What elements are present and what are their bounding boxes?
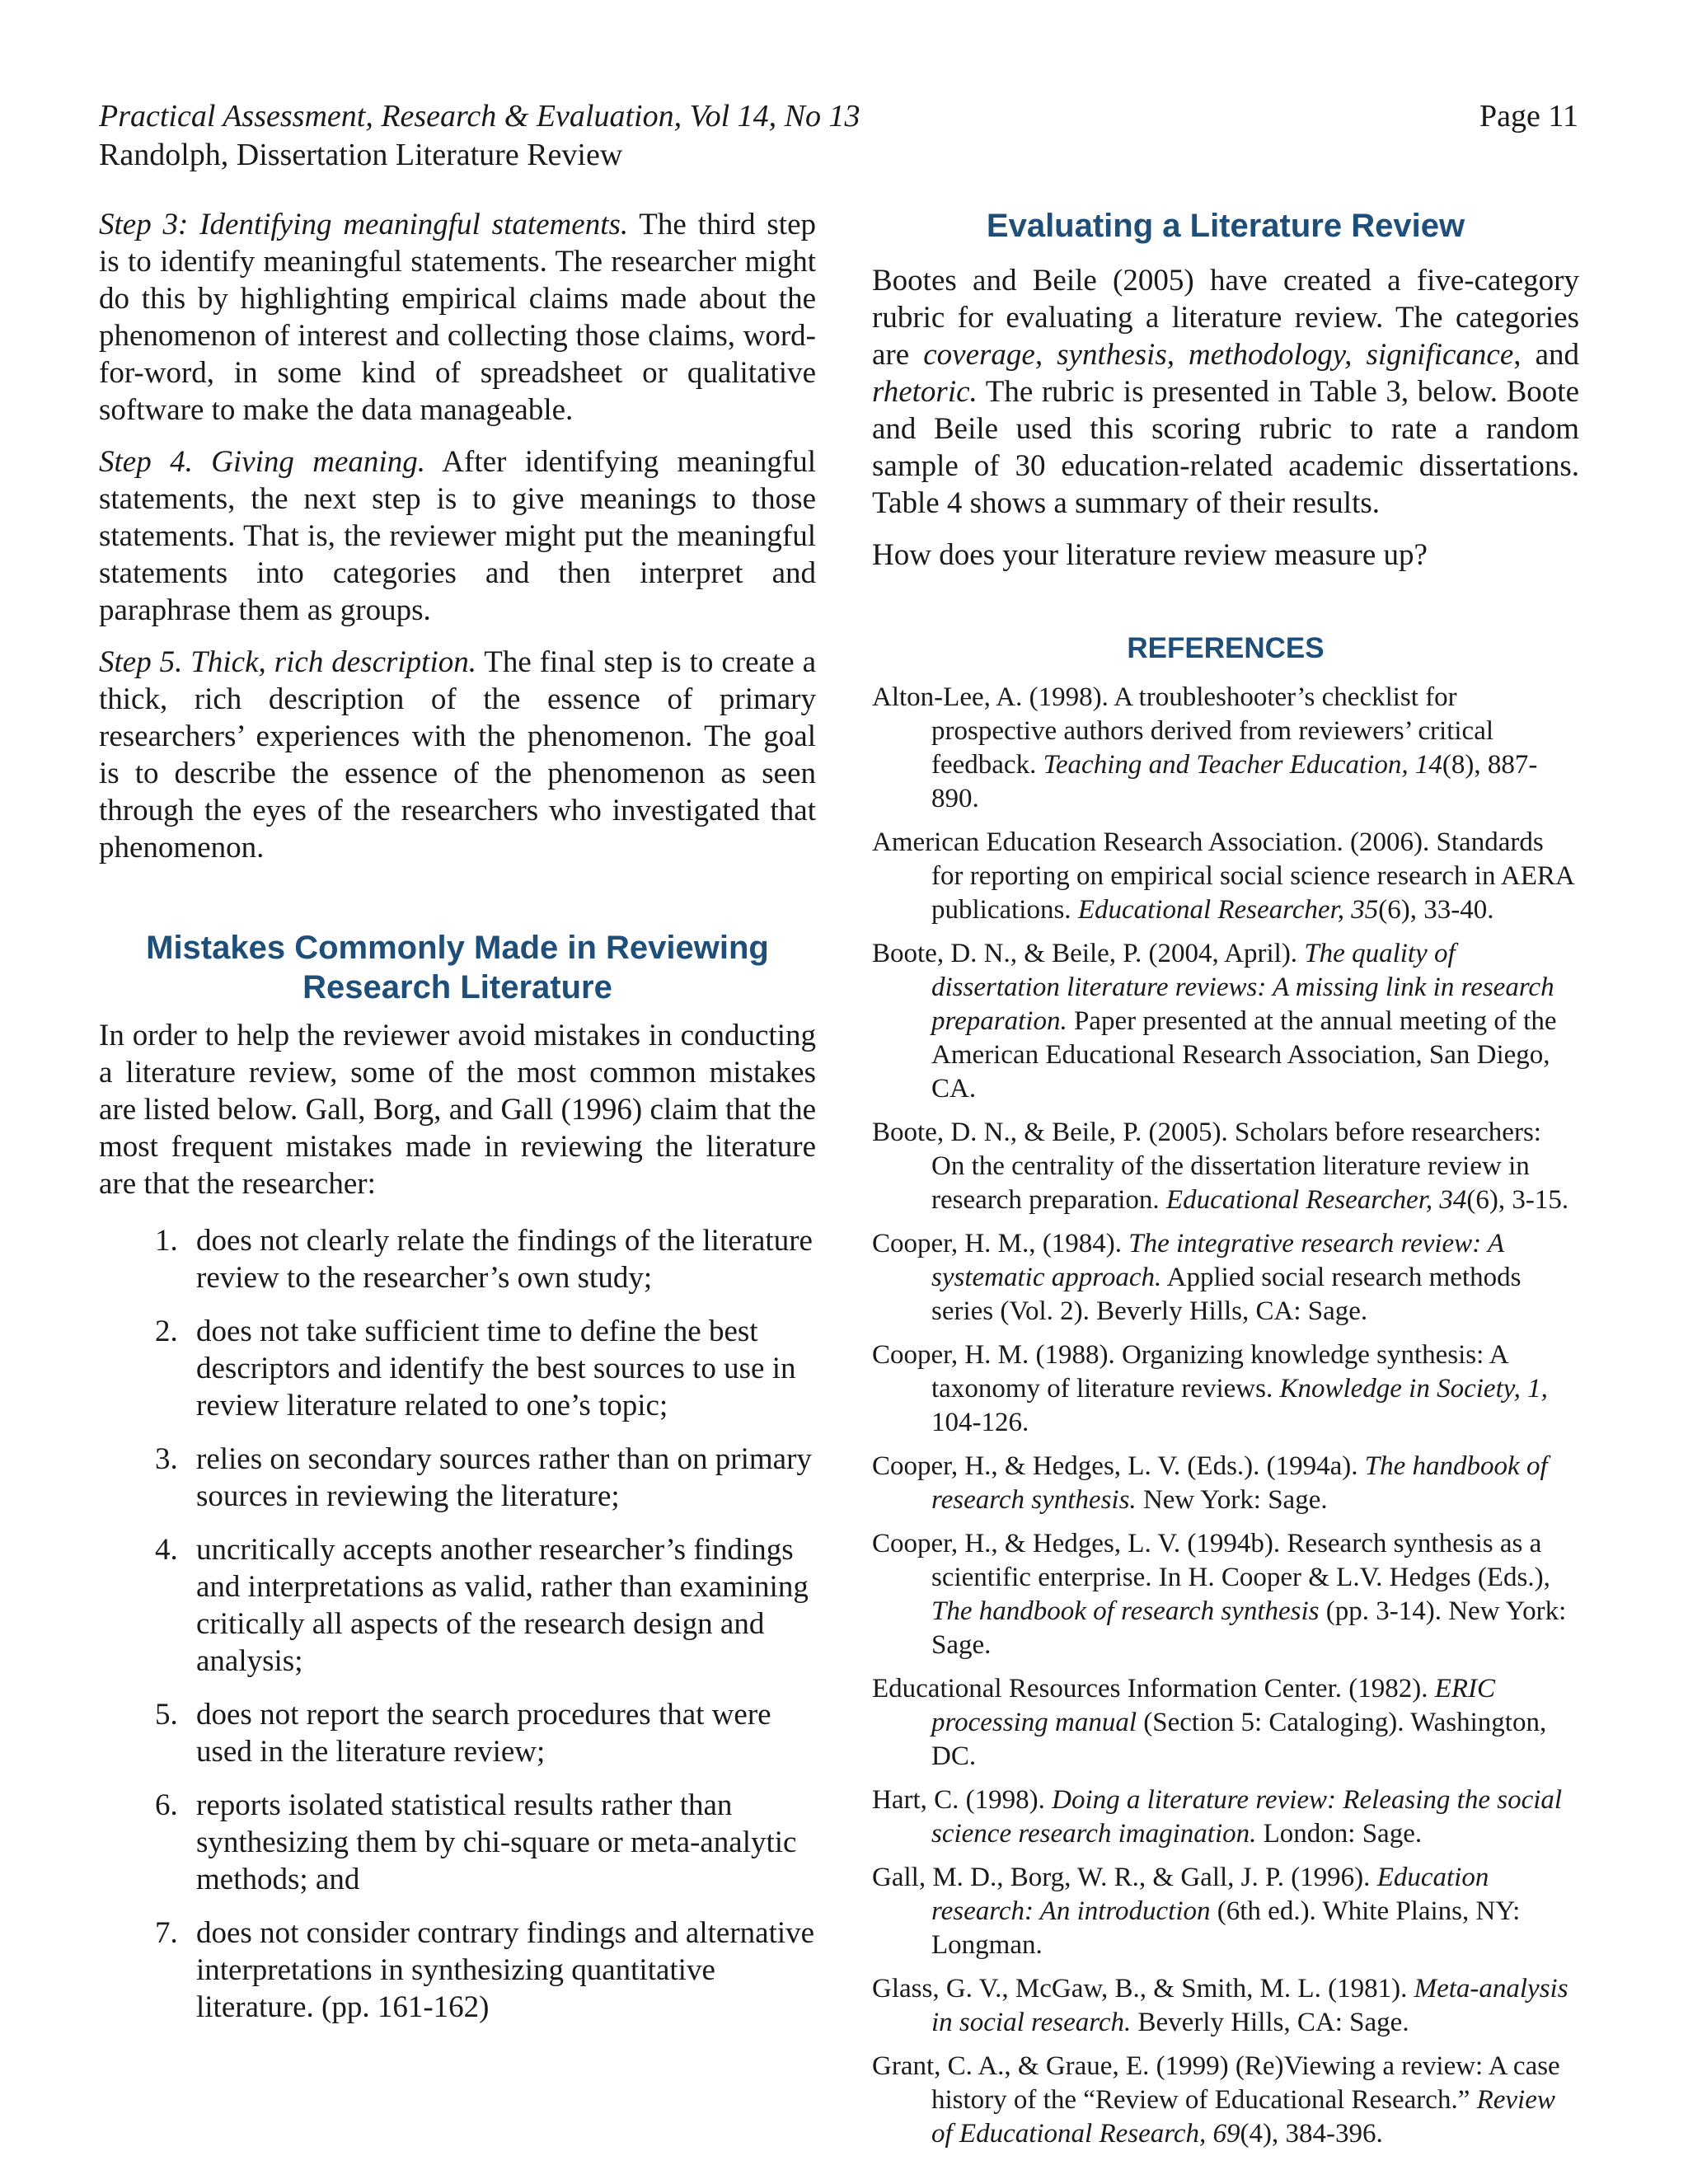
reference-text: (6th ed.). White Plains, NY: Longman.	[931, 1896, 1521, 1960]
reference-text: Cooper, H. M. (1988). Organizing knowledge synthesis: A taxonomy of literature reviews.	[872, 1340, 1507, 1404]
list-number: 1.	[155, 1224, 178, 1258]
evaluating-paragraph	[872, 262, 1579, 522]
reference-source: Knowledge in Society, 1,	[1279, 1374, 1548, 1404]
reference-text: (8), 887-890.	[931, 750, 1538, 813]
left-column	[99, 206, 816, 2042]
right-column	[872, 206, 1579, 2161]
reference-source: ERIC processing manual	[931, 1674, 1496, 1737]
reference-text: Hart, C. (1998).	[872, 1785, 1053, 1815]
reference-text: (Section 5: Cataloging). Washington, DC.	[931, 1708, 1547, 1771]
list-number: 2.	[155, 1315, 178, 1348]
reference-source: Doing a literature review: Releasing the social science research imagination.	[931, 1785, 1563, 1849]
mistakes-list	[99, 1222, 816, 2026]
list-number: 7.	[155, 1916, 178, 1950]
reference-text: (pp. 3-14). New York: Sage.	[931, 1596, 1567, 1660]
reference-entry	[872, 826, 1579, 927]
eval-text-2: , and	[1513, 338, 1579, 372]
reference-entry	[872, 1116, 1579, 1217]
evaluating-heading: Evaluating a Literature Review	[986, 208, 1465, 244]
reference-text: American Education Research Association. (2006). Standards for reporting on empirical social science research in AERA publications.	[872, 827, 1573, 925]
list-item	[99, 1915, 816, 2026]
reference-text: Cooper, H., & Hedges, L. V. (Eds.). (1994a).	[872, 1451, 1365, 1481]
list-number: 5.	[155, 1698, 178, 1732]
list-text: does not consider contrary findings and alternative interpretations in synthesizing quantitative literature. (pp. 161-162)	[196, 1916, 815, 2024]
step-5-text: The final step is to create a thick, rich description of the essence of primary researchers’ experiences with the phenomenon. The goal is to describe the essence of the phenomenon as seen through the eyes of the researchers who investigated that phenomenon.	[99, 645, 816, 865]
reference-source: Meta-analysis in social research.	[931, 1974, 1568, 2037]
reference-text: Grant, C. A., & Graue, E. (1999) (Re)Viewing a review: A case history of the “Review of Educational Research.”	[872, 2051, 1560, 2115]
step-4-text: After identifying meaningful statements, the next step is to give meanings to those statements. That is, the reviewer might put the meaningful statements into categories and then interpret and paraphrase them as groups.	[99, 445, 816, 627]
reference-source: The handbook of research synthesis	[931, 1596, 1320, 1626]
running-title: Randolph, Dissertation Literature Review	[99, 138, 623, 172]
reference-text: Boote, D. N., & Beile, P. (2004, April).	[872, 939, 1305, 968]
step-4-paragraph	[99, 443, 816, 629]
list-number: 4.	[155, 1533, 178, 1567]
list-text: reports isolated statistical results rather than synthesizing them by chi-square or meta-analytic methods; and	[196, 1788, 797, 1896]
list-item	[99, 1696, 816, 1770]
reference-entry	[872, 1338, 1579, 1440]
list-item	[99, 1222, 816, 1296]
reference-source: The integrative research review: A systematic approach.	[931, 1229, 1504, 1292]
eval-text-1: Bootes and Beile (2005) have created a five-category rubric for evaluating a literature review. The categories are	[872, 264, 1579, 372]
reference-source: Educational Researcher, 35	[1077, 895, 1379, 925]
reference-text: Educational Resources Information Center. (1982).	[872, 1674, 1435, 1704]
list-number: 3.	[155, 1442, 178, 1476]
page-header	[99, 97, 1578, 175]
reference-entry	[872, 1861, 1579, 1962]
mistakes-heading: Mistakes Commonly Made in Reviewing Research Literature	[146, 930, 769, 1005]
list-item	[99, 1313, 816, 1424]
eval-rhetoric: rhetoric.	[872, 375, 978, 409]
reference-entry	[872, 1972, 1579, 2040]
step-4-label: Step 4. Giving meaning.	[99, 445, 425, 479]
reference-entry	[872, 1527, 1579, 1662]
reference-entry	[872, 1783, 1579, 1851]
reference-text: London: Sage.	[1256, 1819, 1423, 1849]
list-text: does not report the search procedures that were used in the literature review;	[196, 1698, 771, 1769]
list-text: relies on secondary sources rather than on primary sources in reviewing the literature;	[196, 1442, 812, 1513]
reference-text: (4), 384-396.	[1240, 2119, 1383, 2149]
reference-text: Glass, G. V., McGaw, B., & Smith, M. L. (1981).	[872, 1974, 1414, 2004]
page-number: Page 11	[1479, 99, 1578, 134]
step-5-label: Step 5. Thick, rich description.	[99, 645, 476, 679]
reference-text: Alton-Lee, A. (1998). A troubleshooter’s checklist for prospective authors derived from reviewers’ critical feedback.	[872, 682, 1494, 780]
step-5-paragraph	[99, 644, 816, 866]
journal-title: Practical Assessment, Research & Evaluation, Vol 14, No 13	[99, 99, 860, 134]
reference-entry	[872, 1450, 1579, 1517]
list-item	[99, 1531, 816, 1680]
reference-text: Applied social research methods series (Vol. 2). Beverly Hills, CA: Sage.	[931, 1263, 1522, 1326]
references-list	[872, 681, 1579, 2151]
reference-entry	[872, 1672, 1579, 1774]
list-item	[99, 1787, 816, 1898]
reference-text: Boote, D. N., & Beile, P. (2005). Scholars before researchers: On the centrality of the dissertation literature review in research preparation.	[872, 1118, 1541, 1215]
list-text: uncritically accepts another researcher’s findings and interpretations as valid, rather than examining critically all aspects of the research design and analysis;	[196, 1533, 809, 1678]
reference-source: Educational Researcher, 34	[1165, 1185, 1467, 1215]
reference-entry	[872, 937, 1579, 1106]
eval-text-3: The rubric is presented in Table 3, below. Boote and Beile used this scoring rubric to rate a random sample of 30 education-related academic dissertations. Table 4 shows a summary of their results.	[872, 375, 1579, 520]
reference-text: 104-126.	[931, 1408, 1029, 1437]
reference-text: (6), 33-40.	[1378, 895, 1494, 925]
evaluating-question: How does your literature review measure up?	[872, 538, 1428, 572]
reference-source: Review of Educational Research, 69	[931, 2085, 1555, 2149]
reference-text: Gall, M. D., Borg, W. R., & Gall, J. P. (1996).	[872, 1863, 1377, 1892]
eval-categories: coverage, synthesis, methodology, significance	[923, 338, 1514, 372]
reference-entry	[872, 2050, 1579, 2151]
mistakes-intro: In order to help the reviewer avoid mistakes in conducting a literature review, some of the most common mistakes are listed below. Gall, Borg, and Gall (1996) claim that the most frequent mistakes made in reviewing the literature are that the researcher:	[99, 1019, 816, 1201]
reference-entry	[872, 681, 1579, 816]
reference-text: Cooper, H., & Hedges, L. V. (1994b). Research synthesis as a scientific enterprise. In H. Cooper & L.V. Hedges (Eds.),	[872, 1529, 1550, 1592]
reference-entry	[872, 1227, 1579, 1329]
step-3-text: The third step is to identify meaningful statements. The researcher might do this by highlighting empirical claims made about the phenomenon of interest and collecting those claims, word-for-word, in some kind of spreadsheet or qualitative software to make the data manageable.	[99, 208, 816, 427]
reference-source: Teaching and Teacher Education, 14	[1043, 750, 1442, 780]
list-text: does not take sufficient time to define the best descriptors and identify the best sources to use in review literature related to one’s topic;	[196, 1315, 796, 1422]
list-number: 6.	[155, 1788, 178, 1822]
reference-text: New York: Sage.	[1136, 1485, 1328, 1515]
list-item	[99, 1441, 816, 1515]
reference-text: Beverly Hills, CA: Sage.	[1131, 2008, 1409, 2037]
reference-text: (6), 3-15.	[1466, 1185, 1569, 1215]
reference-source: Education research: An introduction	[931, 1863, 1489, 1926]
step-3-label: Step 3: Identifying meaningful statements.	[99, 208, 629, 241]
reference-source: The quality of dissertation literature reviews: A missing link in research preparation.	[931, 939, 1554, 1036]
references-heading: REFERENCES	[1127, 632, 1325, 664]
reference-text: Paper presented at the annual meeting of the American Educational Research Association, San Diego, CA.	[931, 1006, 1557, 1104]
reference-text: Cooper, H. M., (1984).	[872, 1229, 1129, 1258]
step-3-paragraph	[99, 206, 816, 429]
list-text: does not clearly relate the findings of the literature review to the researcher’s own study;	[196, 1224, 813, 1295]
reference-source: The handbook of research synthesis.	[931, 1451, 1548, 1515]
